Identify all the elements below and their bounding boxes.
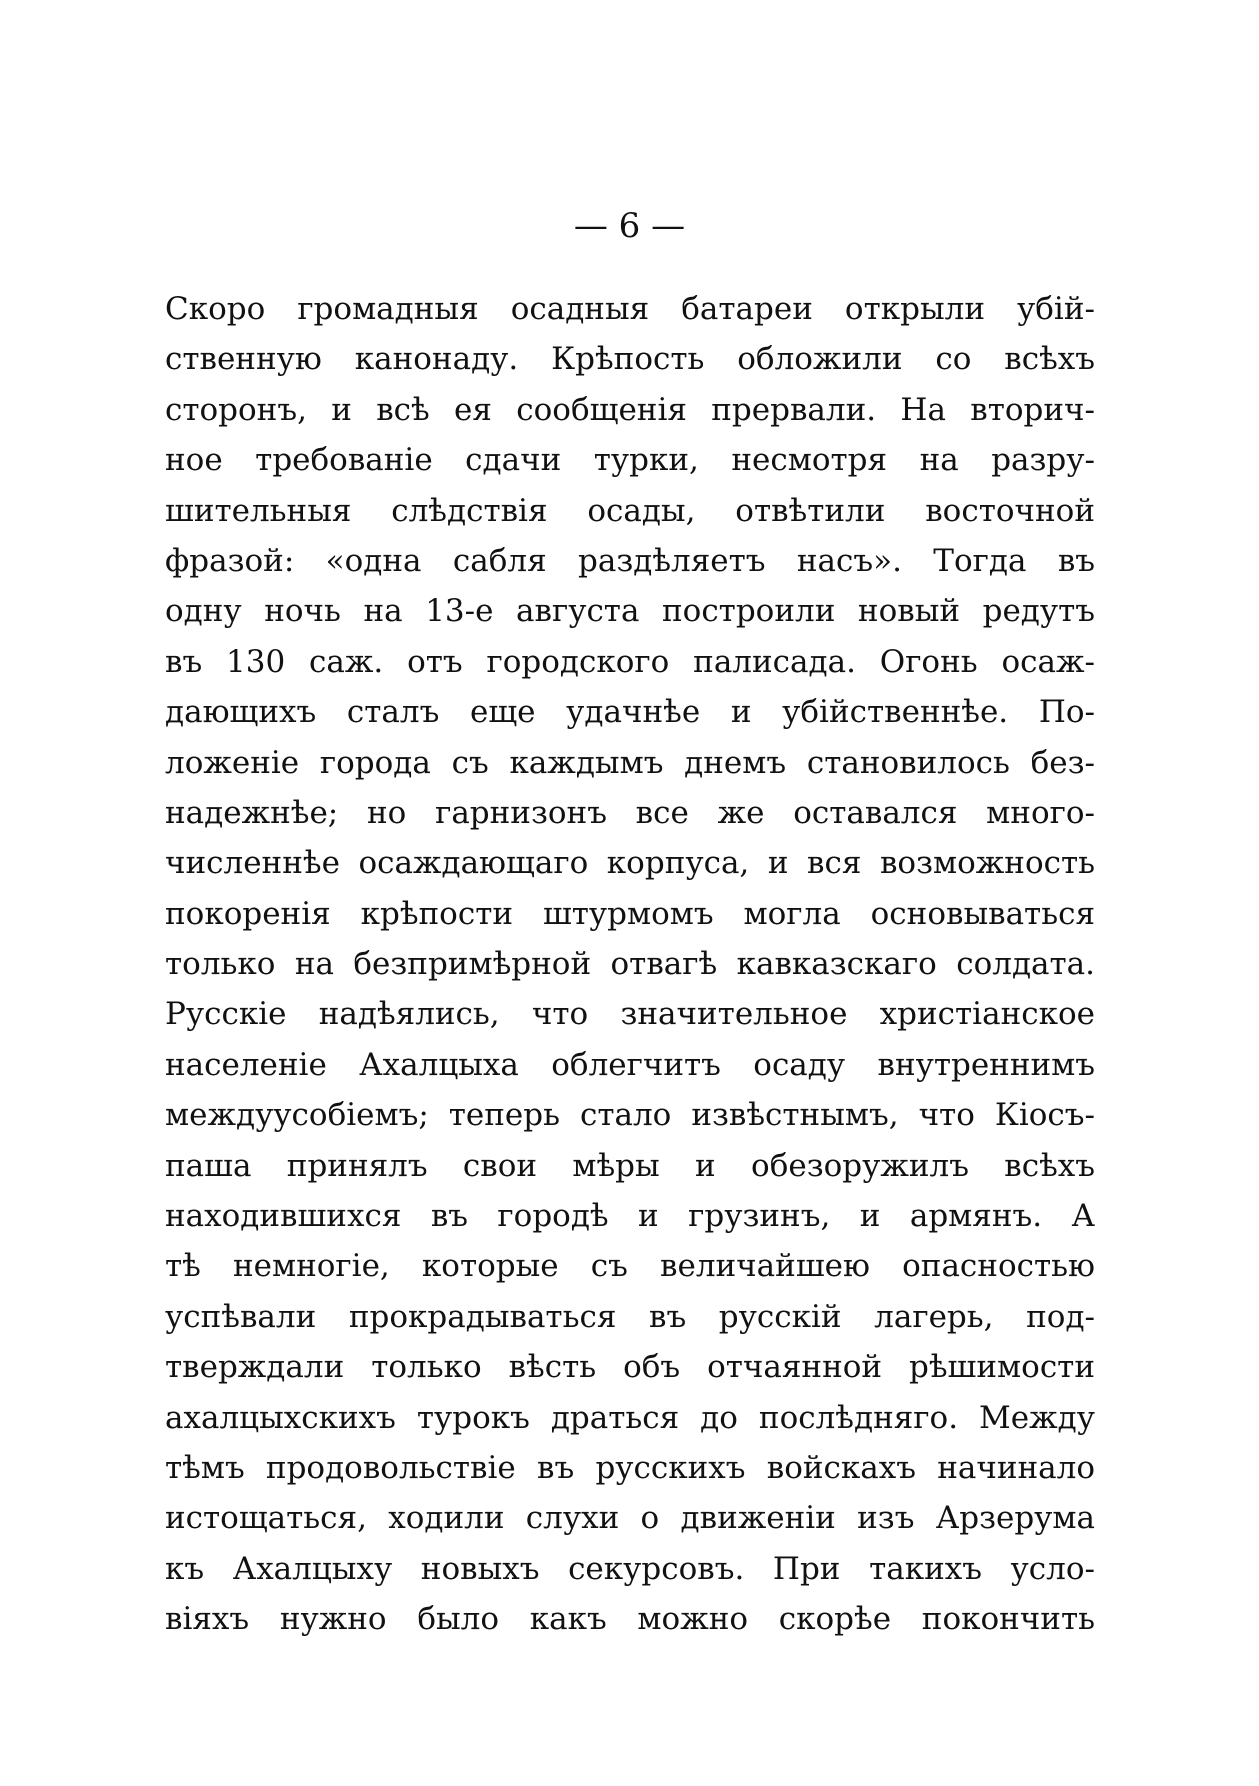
text-line: успѣвали прокрадываться въ русскій лагерь, под- <box>165 1298 1095 1335</box>
text-line: ственную канонаду. Крѣпость обложили со всѣхъ <box>165 341 1095 378</box>
text-line: истощаться, ходили слухи о движеніи изъ Арзерума <box>165 1500 1095 1537</box>
text-line: только на безпримѣрной отвагѣ кавказскаго солдата. <box>165 946 1095 983</box>
page-number: — 6 — <box>573 206 686 246</box>
text-line: покоренія крѣпости штурмомъ могла основываться <box>165 895 1095 932</box>
text-line: ложеніе города съ каждымъ днемъ становилось без- <box>165 744 1095 781</box>
text-line: паша принялъ свои мѣры и обезоружилъ всѣхъ <box>165 1147 1095 1184</box>
text-line: фразой: «одна сабля раздѣляетъ насъ». Тогда въ <box>165 542 1095 579</box>
text-line: тверждали только вѣсть объ отчаянной рѣшимости <box>165 1349 1095 1386</box>
text-line: сторонъ, и всѣ ея сообщенія прервали. На вторич- <box>165 391 1095 428</box>
text-line: междуусобіемъ; теперь стало извѣстнымъ, что Кіосъ- <box>165 1097 1095 1134</box>
text-line: тѣ немногіе, которые съ величайшею опасностью <box>165 1248 1095 1285</box>
text-line: ахалцыхскихъ турокъ драться до послѣдняго. Между <box>165 1399 1095 1436</box>
text-line: Русскіе надѣялись, что значительное христіанское <box>165 996 1095 1033</box>
text-line: надежнѣе; но гарнизонъ все же оставался много- <box>165 794 1095 831</box>
text-line: тѣмъ продовольствіе въ русскихъ войскахъ начинало <box>165 1449 1095 1486</box>
text-line: Скоро громадныя осадныя батареи открыли убій- <box>165 291 1095 327</box>
text-line: віяхъ нужно было какъ можно скорѣе покончить <box>165 1601 1095 1638</box>
text-line: къ Ахалцыху новыхъ секурсовъ. При такихъ усло- <box>165 1550 1095 1587</box>
text-line: ное требованіе сдачи турки, несмотря на разру- <box>165 442 1095 479</box>
text-line: одну ночь на 13-е августа построили новый редутъ <box>165 593 1095 630</box>
text-line: шительныя слѣдствія осады, отвѣтили восточной <box>165 492 1095 529</box>
text-line: населеніе Ахалцыха облегчитъ осаду внутреннимъ <box>165 1046 1095 1083</box>
text-line: численнѣе осаждающаго корпуса, и вся возможность <box>165 845 1095 882</box>
body-text <box>165 284 1095 1645</box>
text-line: въ 130 саж. отъ городского палисада. Огонь осаж- <box>165 643 1095 680</box>
text-line: дающихъ сталъ еще удачнѣе и убійственнѣе. По- <box>165 694 1095 731</box>
text-line: находившихся въ городѣ и грузинъ, и армянъ. А <box>165 1198 1095 1235</box>
